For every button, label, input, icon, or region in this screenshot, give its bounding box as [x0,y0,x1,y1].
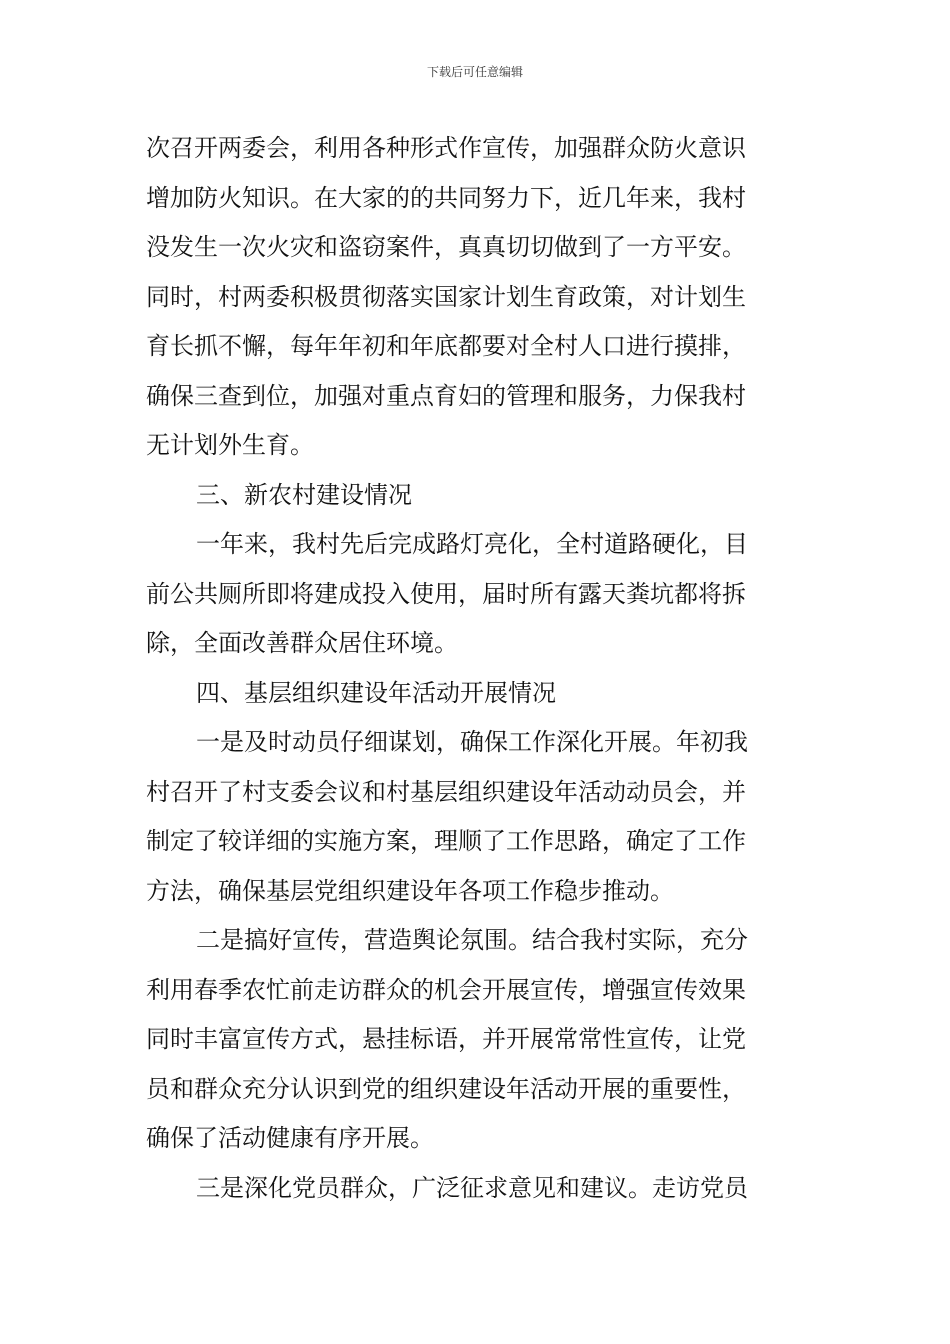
text-line: 除，全面改善群众居住环境。 [146,629,458,657]
text-line: 村召开了村支委会议和村基层组织建设年活动动员会，并 [146,777,746,806]
text-line: 制定了较详细的实施方案，理顺了工作思路，确定了工作 [146,827,746,855]
text-line: 次召开两委会，利用各种形式作宣传，加强群众防火意识 [146,134,746,162]
text-line: 二是搞好宣传，营造舆论氛围。结合我村实际，充分 [196,926,748,954]
text-line: 无计划外生育。 [146,431,314,459]
text-line: 方法，确保基层党组织建设年各项工作稳步推动。 [146,876,674,905]
text-line: 同时，村两委积极贯彻落实国家计划生育政策，对计划生 [146,282,746,311]
text-line: 一年来，我村先后完成路灯亮化，全村道路硬化，目 [196,530,748,558]
text-line: 确保三查到位，加强对重点育妇的管理和服务，力保我村 [146,381,746,410]
page-header: 下载后可任意编辑 [426,65,523,79]
text-line: 利用春季农忙前走访群众的机会开展宣传，增强宣传效果 [146,975,746,1004]
text-line: 同时丰富宣传方式，悬挂标语，并开展常常性宣传，让党 [146,1025,746,1053]
text-line: 增加防火知识。在大家的的共同努力下，近几年来，我村 [146,183,746,212]
text-line: 三是深化党员群众，广泛征求意见和建议。走访党员 [196,1173,748,1202]
text-line: 育长抓不懈，每年年初和年底都要对全村人口进行摸排， [146,332,746,360]
text-line: 四、基层组织建设年活动开展情况 [196,678,556,707]
text-line: 三、新农村建设情况 [196,480,412,509]
text-line: 前公共厕所即将建成投入使用，届时所有露天粪坑都将拆 [146,579,746,608]
text-line: 一是及时动员仔细谋划，确保工作深化开展。年初我 [196,728,748,756]
text-line: 确保了活动健康有序开展。 [146,1124,434,1152]
document-body [146,124,810,1213]
text-line: 员和群众充分认识到党的组织建设年活动开展的重要性， [146,1074,746,1103]
text-line: 没发生一次火灾和盗窃案件，真真切切做到了一方平安。 [146,233,746,261]
